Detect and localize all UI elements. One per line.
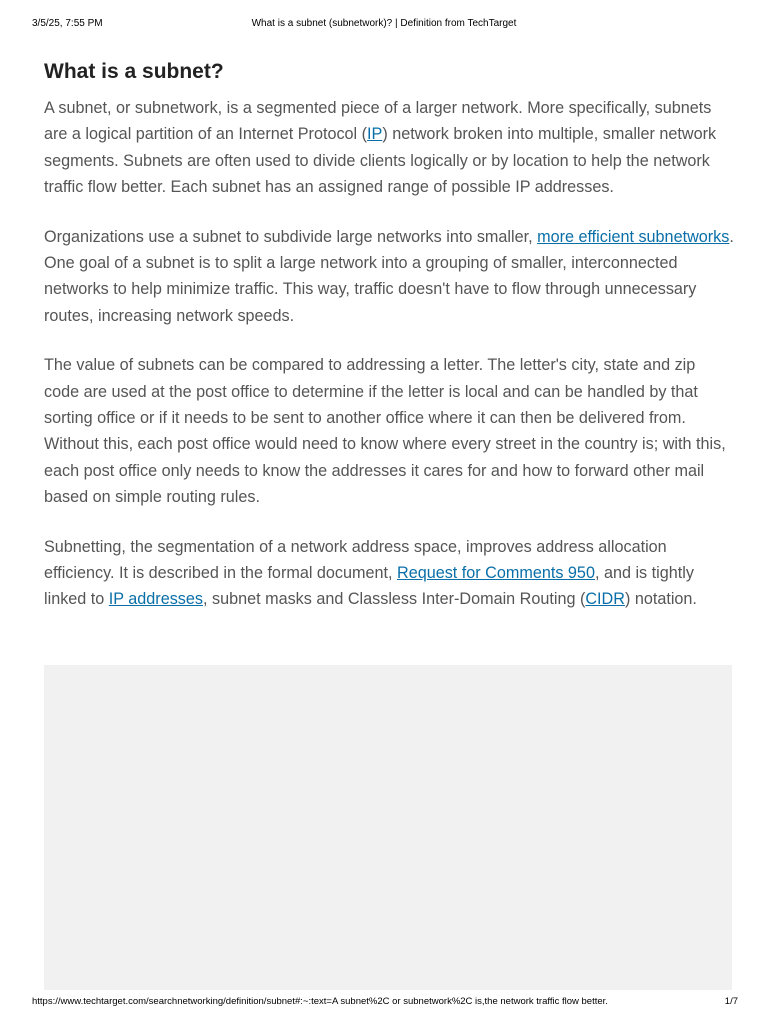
paragraph-definition <box>44 95 734 200</box>
print-page-title: What is a subnet (subnetwork)? | Definition from TechTarget <box>251 18 517 29</box>
print-date: 3/5/25, 7:55 PM <box>32 18 103 29</box>
paragraph-text: A subnet, or subnetwork, is a segmented piece of a larger network. More specifically, subnets are a logical partition of an Internet Protocol ( <box>44 99 712 144</box>
paragraph-text: . One goal of a subnet is to split a large network into a grouping of smaller, interconnected networks to help minimize traffic. This way, traffic doesn't have to flow through unnecessary routes, increasing network speeds. <box>44 227 734 325</box>
print-url: https://www.techtarget.com/searchnetworking/definition/subnet#:~:text=A subnet%2C or subnetwork%2C is,the network traffic flow better. <box>32 996 608 1007</box>
article-heading: What is a subnet? <box>44 60 224 83</box>
image-placeholder <box>44 665 732 990</box>
paragraph-text: Subnetting, the segmentation of a network address space, improves address allocation efficiency. It is described in the formal document, <box>44 537 667 582</box>
link-cidr[interactable]: CIDR <box>585 590 625 609</box>
link-ip-addresses[interactable]: IP addresses <box>108 590 203 609</box>
paragraph-text: , and is tightly linked to <box>44 563 694 609</box>
link-rfc-950[interactable]: Request for Comments 950 <box>397 563 595 582</box>
paragraph-organizations <box>44 224 734 329</box>
paragraph-text: , subnet masks and Classless Inter-Domain Routing ( <box>202 590 586 609</box>
paragraph-text: Organizations use a subnet to subdivide large networks into smaller, <box>44 227 538 246</box>
article-content <box>44 58 734 636</box>
paragraph-text: ) notation. <box>624 590 697 609</box>
print-footer <box>0 995 768 1009</box>
print-header <box>0 17 768 31</box>
page-number: 1/7 <box>724 996 738 1007</box>
paragraph-subnetting <box>44 534 734 613</box>
paragraph-letter-analogy: The value of subnets can be compared to addressing a letter. The letter's city, state and zip code are used at the post office to determine if the letter is local and can be handled by that sorting office or if it needs to be sent to another office where it can then be delivered from. Without this, each post office would need to know where every street in the country is; with this, each post office only needs to know the addresses it cares for and how to forward other mail based on simple routing rules. <box>44 356 726 506</box>
link-ip[interactable]: IP <box>367 125 383 144</box>
paragraph-text: ) network broken into multiple, smaller network segments. Subnets are often used to divide clients logically or by location to help the network traffic flow better. Each subnet has an assigned range of possible IP addresses. <box>44 125 717 196</box>
link-more-efficient-subnetworks[interactable]: more efficient subnetworks <box>537 227 730 246</box>
